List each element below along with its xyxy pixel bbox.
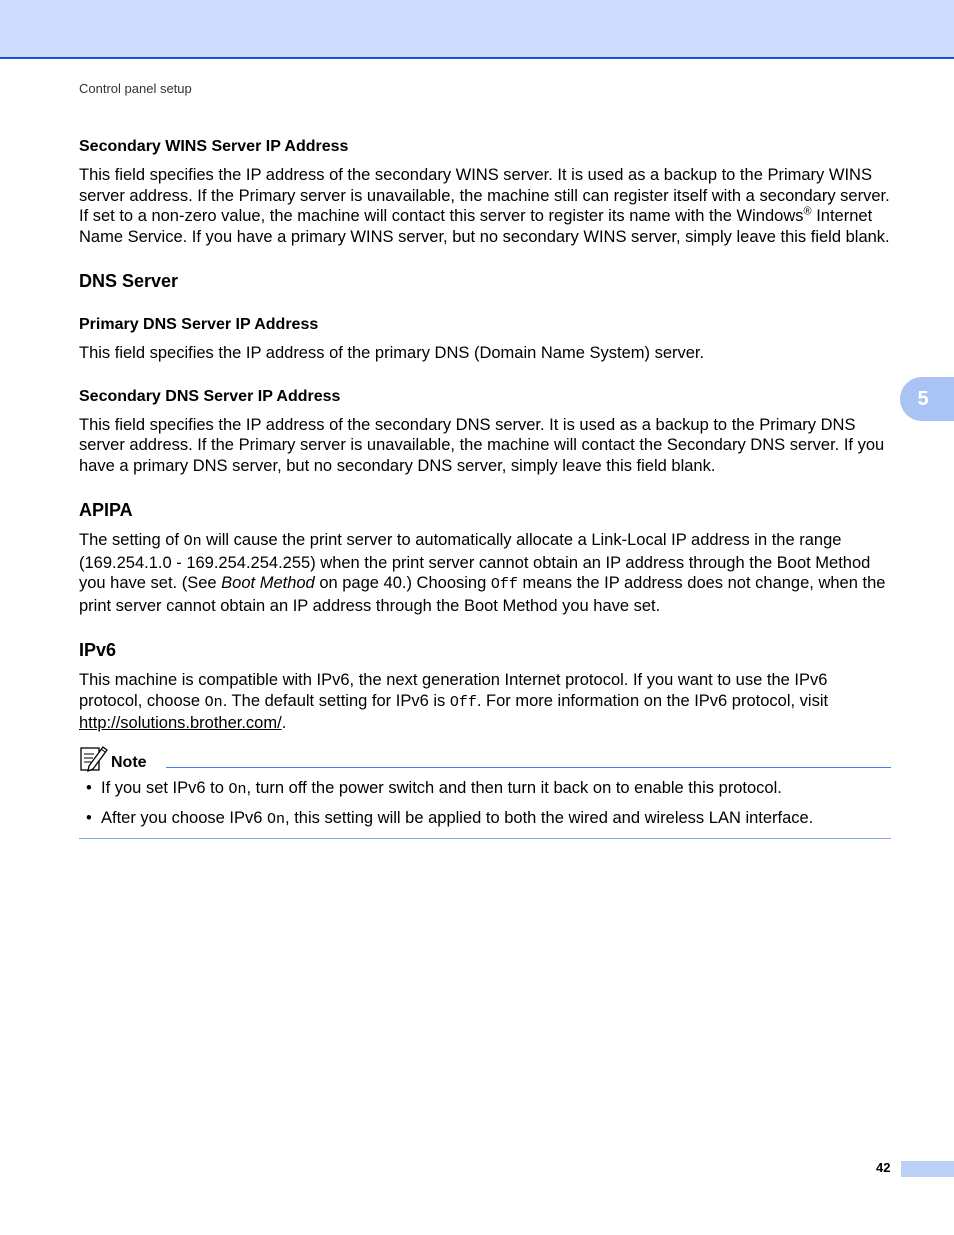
apipa-heading: APIPA: [79, 500, 133, 520]
paragraph-text: Internet Name Service. If you have a primary WINS server, but no secondary WINS server, simply leave this field blank.: [79, 207, 890, 246]
paragraph-text: The setting of: [79, 531, 184, 549]
paragraph-text: on page 40.) Choosing: [314, 574, 491, 592]
paragraph-text: . For more information on the IPv6 protocol, visit: [476, 691, 829, 710]
header-band: [0, 0, 954, 59]
apipa-paragraph: [79, 530, 891, 616]
running-header: Control panel setup: [79, 81, 192, 96]
dns-server-heading: DNS Server: [79, 271, 179, 291]
paragraph-text: This machine is compatible with IPv6, the next generation Internet protocol. If you want to use the IPv6 protocol, choose: [79, 671, 828, 710]
bullet: •: [86, 778, 92, 797]
note-title: Note: [111, 753, 147, 771]
paragraph-text: will cause the print server to automatically allocate a Link-Local IP address in the range (169.254.1.0 - 169.254.254.255) when the print server cannot obtain an IP address through the Boot Method you have set. (See: [79, 531, 871, 592]
note-text: After you choose IPv6: [101, 808, 268, 827]
primary-dns-paragraph: This field specifies the IP address of the primary DNS (Domain Name System) server.: [79, 344, 705, 362]
paragraph-text: . The default setting for IPv6 is: [222, 691, 450, 710]
off-value: Off: [449, 693, 477, 711]
note-header: [79, 744, 891, 772]
note-text: , turn off the power switch and then turn it back on to enable this protocol.: [246, 778, 782, 797]
note-list: [79, 778, 891, 830]
footer-bar: [901, 1161, 954, 1177]
off-value: Off: [490, 576, 518, 593]
primary-dns-heading: Primary DNS Server IP Address: [79, 316, 319, 333]
note-bottom-rule: [79, 838, 891, 839]
on-value: On: [183, 533, 202, 550]
page-number: 42: [876, 1160, 891, 1175]
note-pencil-icon: [79, 744, 109, 772]
secondary-wins-heading: Secondary WINS Server IP Address: [79, 138, 349, 155]
note-box: [79, 744, 891, 839]
note-divider: [166, 767, 891, 768]
note-item: [79, 808, 891, 830]
boot-method-reference[interactable]: Boot Method: [221, 574, 315, 592]
note-item: [79, 778, 891, 800]
on-value: On: [204, 693, 223, 711]
on-value: On: [267, 810, 286, 828]
secondary-dns-paragraph: This field specifies the IP address of the secondary DNS server. It is used as a backup to the Primary DNS server address. If the Primary server is unavailable, the machine will contact the Secondary DNS server. If you have a primary DNS server, but no secondary DNS server, simply leave this field blank.: [79, 415, 885, 475]
paragraph-text: This field specifies the IP address of the secondary WINS server. It is used as a backup to the Primary WINS server address. If the Primary server is unavailable, the machine still can register itself with a secondary server. If set to a non-zero value, the machine will contact this server to register its name with the Windows: [79, 166, 890, 225]
secondary-wins-paragraph: [79, 165, 891, 247]
note-text: If you set IPv6 to: [101, 778, 229, 797]
ipv6-heading: IPv6: [79, 640, 117, 660]
paragraph-text: means the IP address does not change, when the print server cannot obtain an IP address through the Boot Method you have set.: [79, 574, 886, 615]
on-value: On: [228, 780, 247, 798]
registered-mark: ®: [803, 205, 812, 218]
ipv6-paragraph: [79, 670, 891, 734]
paragraph-text: .: [281, 714, 287, 732]
solutions-link[interactable]: http://solutions.brother.com/: [79, 714, 282, 732]
note-text: , this setting will be applied to both the wired and wireless LAN interface.: [285, 808, 814, 827]
chapter-tab[interactable]: 5: [900, 377, 954, 421]
secondary-dns-heading: Secondary DNS Server IP Address: [79, 387, 341, 405]
page-content: [79, 137, 891, 839]
bullet: •: [86, 808, 92, 827]
